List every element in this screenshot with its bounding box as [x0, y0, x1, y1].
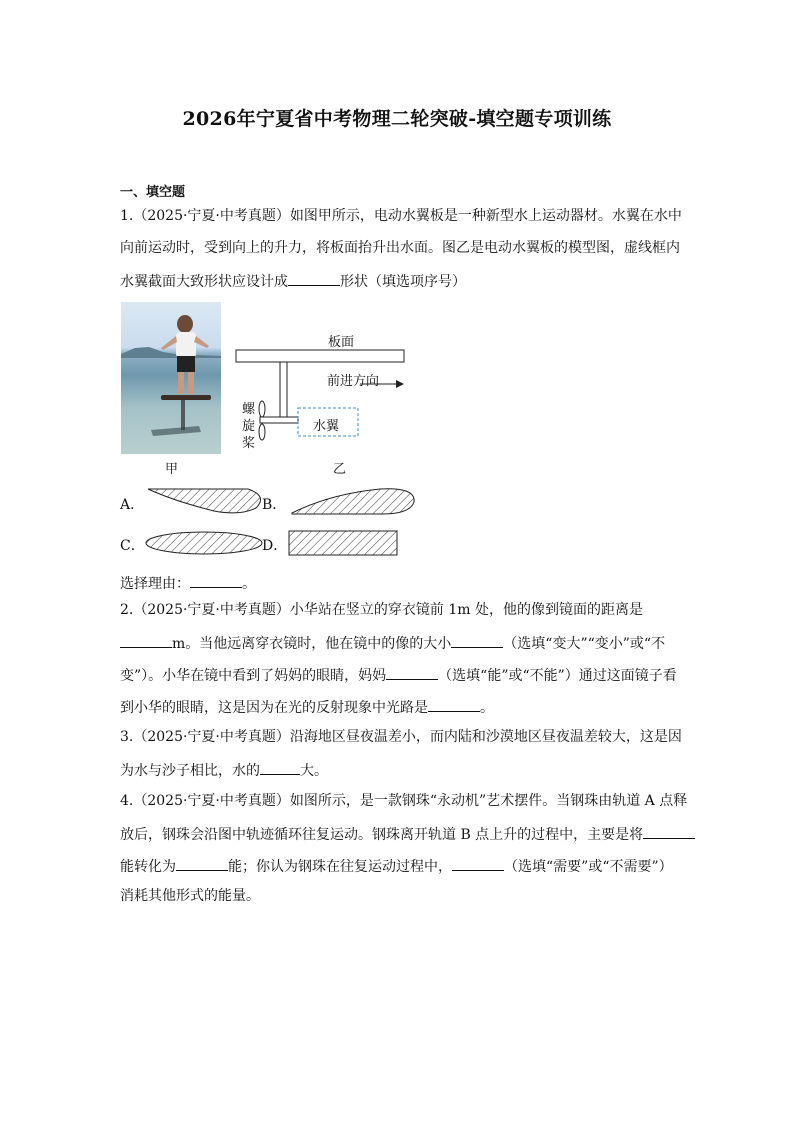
q4-blank-2[interactable] — [176, 855, 228, 871]
q2-line-2-text: m。当他远离穿衣镜时，他在镜中的像的大小 — [172, 636, 452, 652]
q4-line-2 — [120, 823, 695, 845]
q1-reason-line — [120, 572, 256, 594]
option-d-label: D． — [262, 538, 288, 554]
q1-answer-blank[interactable] — [288, 270, 340, 286]
propeller-label-1: 螺 — [242, 402, 256, 417]
q3-line-1: 3.（2025·宁夏·中考真题）沿海地区昼夜温差小，而内陆和沙漠地区昼夜温差较大，这是因 — [120, 729, 682, 745]
option-c-label: C． — [120, 538, 145, 554]
hydrofoil-photo — [121, 302, 221, 454]
option-a-label: A． — [120, 497, 145, 513]
q4-line-3-text: 能转化为 — [120, 859, 176, 875]
option-c-shape[interactable] — [143, 529, 265, 557]
q4-line-1: 4.（2025·宁夏·中考真题）如图所示，是一款钢珠“永动机”艺术摆件。当钢珠由轨道 A 点释 — [120, 793, 688, 809]
propeller-label-3: 桨 — [242, 436, 256, 451]
q2-line-3 — [120, 664, 677, 686]
q4-blank-1[interactable] — [643, 823, 695, 839]
q1-line-3-tail: 形状（填选项序号） — [340, 274, 466, 290]
q3-line-2-text: 为水与沙子相比，水的 — [120, 763, 260, 779]
q1-line-3 — [120, 270, 466, 292]
q1-line-1: 1.（2025·宁夏·中考真题）如图甲所示，电动水翼板是一种新型水上运动器材。水翼在水中 — [120, 208, 682, 224]
q1-reason-blank[interactable] — [190, 572, 242, 588]
q4-line-3-tail: （选填“需要”或“不需要”） — [504, 859, 673, 875]
q1-line-2: 向前运动时，受到向上的升力，将板面抬升出水面。图乙是电动水翼板的模型图，虚线框内 — [120, 240, 680, 256]
figure-b-caption: 乙 — [333, 462, 347, 477]
q2-line-3-text: 变”）。小华在镜中看到了妈妈的眼睛，妈妈 — [120, 668, 387, 684]
q3-line-2-tail: 大。 — [300, 763, 328, 779]
q2-line-3-tail: （选填“能”或“不能”）通过这面镜子看 — [438, 668, 677, 684]
q2-line-4-text: 到小华的眼睛，这是因为在光的反射现象中光路是 — [120, 700, 428, 716]
q2-blank-4[interactable] — [428, 696, 480, 712]
q4-line-3 — [120, 855, 673, 877]
hydrofoil-model-diagram — [230, 328, 420, 456]
q2-blank-3[interactable] — [386, 664, 438, 680]
q4-line-3-mid: 能；你认为钢珠在往复运动过程中， — [228, 859, 452, 875]
direction-label: 前进方向 — [327, 374, 380, 389]
q1-reason-tail: 。 — [242, 576, 256, 592]
option-a-shape[interactable] — [144, 486, 268, 518]
q1-reason-text: 选择理由： — [120, 576, 190, 592]
q2-line-2 — [120, 632, 665, 654]
q2-line-4-tail: 。 — [480, 700, 494, 716]
q1-line-3-text: 水翼截面大致形状应设计成 — [120, 274, 288, 290]
q4-line-2-text: 放后，钢珠会沿图中轨迹循环往复运动。钢珠离开轨道 B 点上升的过程中，主要是将 — [120, 827, 644, 843]
q3-line-2 — [120, 759, 328, 781]
page-title: 2026年宁夏省中考物理二轮突破-填空题专项训练 — [182, 108, 612, 130]
q2-blank-2[interactable] — [451, 632, 503, 648]
q2-line-2-tail: （选填“变大”“变小”或“不 — [503, 636, 666, 652]
q2-blank-1[interactable] — [120, 632, 172, 648]
option-b-label: B． — [262, 497, 287, 513]
propeller-label-2: 旋 — [242, 419, 256, 434]
option-b-shape[interactable] — [290, 486, 420, 518]
board-label: 板面 — [328, 335, 355, 350]
figure-a-caption: 甲 — [165, 462, 179, 477]
q4-line-4: 消耗其他形式的能量。 — [120, 888, 260, 904]
q3-blank[interactable] — [260, 759, 300, 775]
section-heading: 一、填空题 — [120, 185, 186, 200]
q2-line-1: 2.（2025·宁夏·中考真题）小华站在竖立的穿衣镜前 1m 处，他的像到镜面的距离是 — [120, 602, 643, 618]
option-d-shape[interactable] — [288, 529, 400, 557]
q2-line-4 — [120, 696, 494, 718]
hydrofoil-label: 水翼 — [313, 419, 340, 434]
q4-blank-3[interactable] — [452, 855, 504, 871]
